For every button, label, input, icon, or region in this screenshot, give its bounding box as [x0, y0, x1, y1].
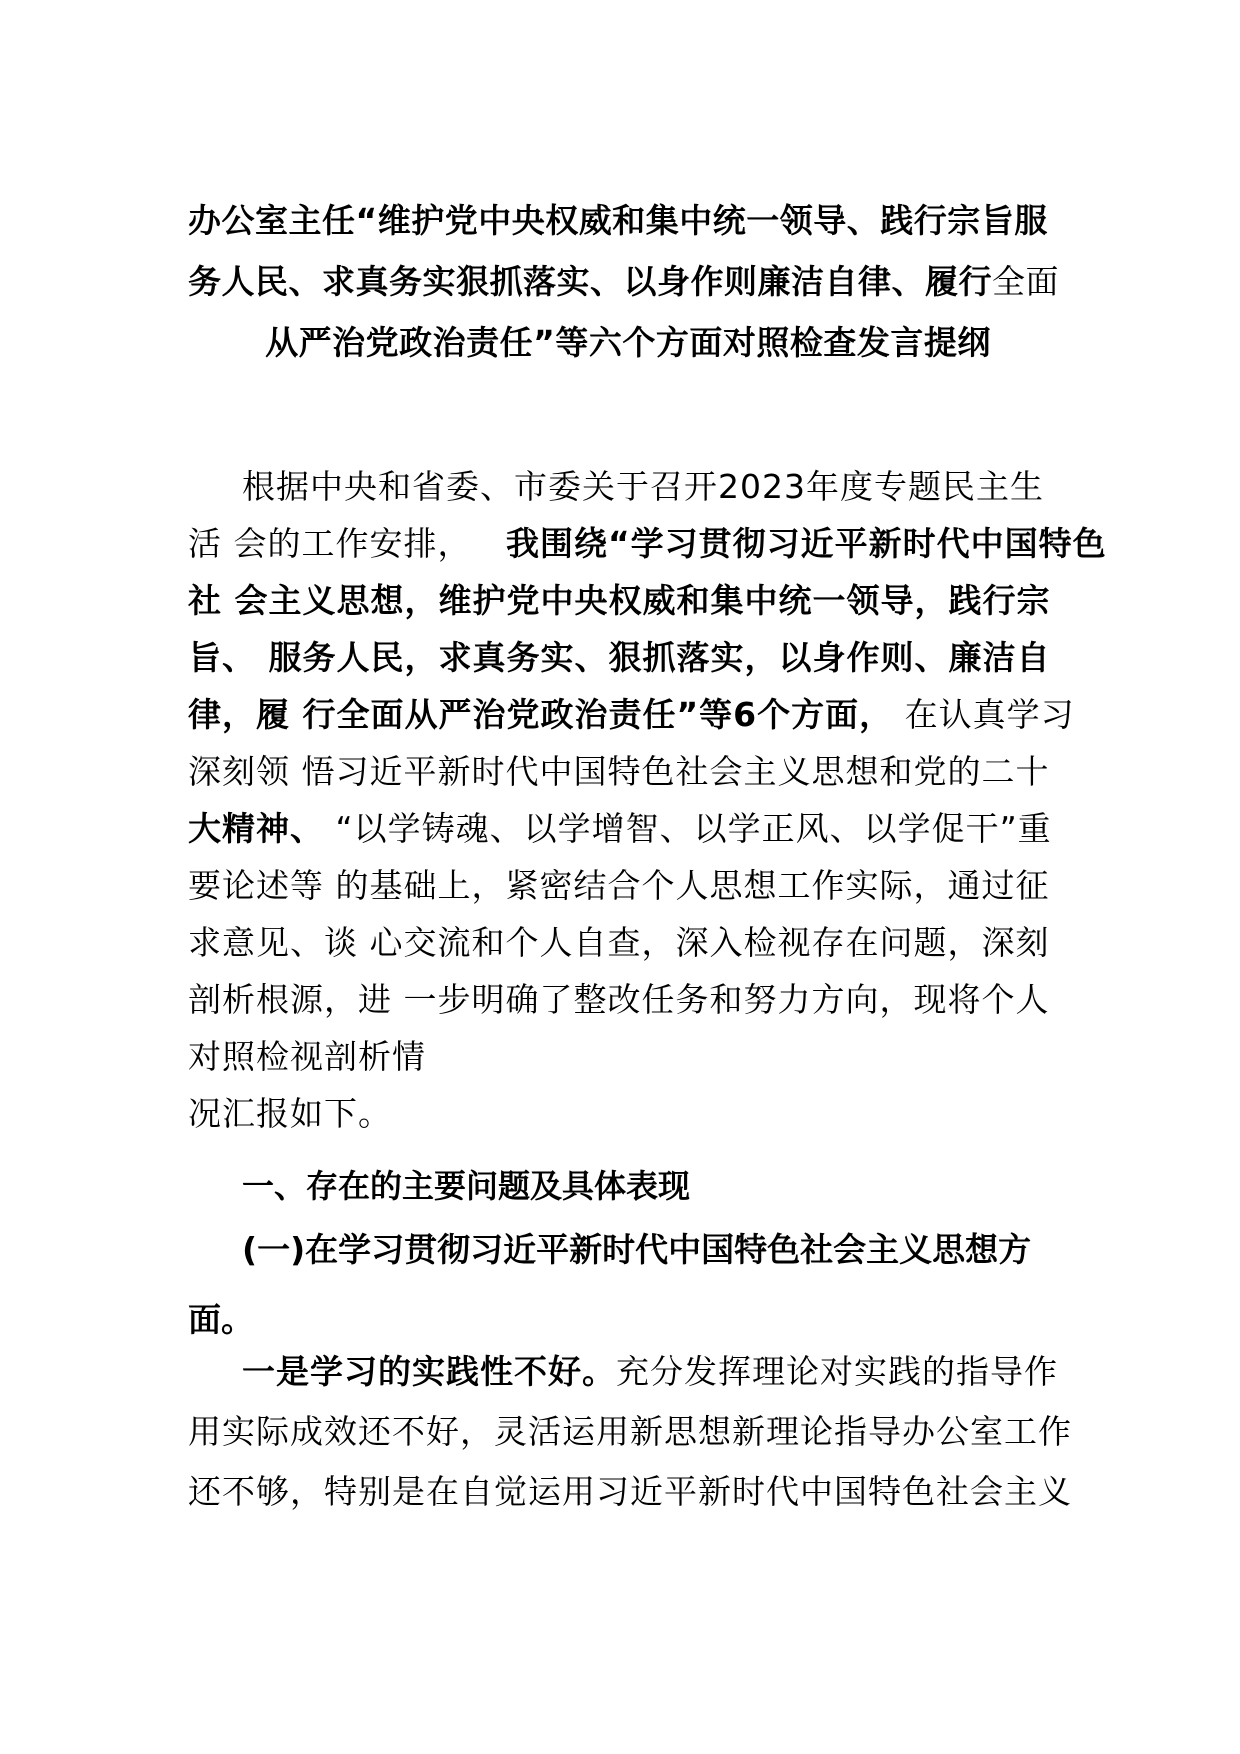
paragraph-line: 深刻领 悟习近平新时代中国特色社会主义思想和党的二十	[188, 752, 1050, 791]
subsection-heading-line: 面。	[188, 1300, 254, 1339]
text-normal: 在认真学习	[893, 695, 1075, 734]
paragraph-line	[188, 800, 1068, 857]
paragraph-line	[188, 515, 1107, 572]
paragraph-line	[188, 686, 1075, 743]
subsection-heading-line: (一)在学习贯彻习近平新时代中国特色社会主义思想方	[242, 1230, 1032, 1269]
text-normal: 充分发挥理论对实践的指导作	[616, 1352, 1058, 1391]
paragraph-line: 剖析根源，进 一步明确了整改任务和努力方向，现将个人	[188, 980, 1050, 1019]
text-bold: 大精神、	[188, 809, 324, 848]
text-bold: 我围绕“学习贯彻习近平新时代中国特色	[505, 524, 1107, 563]
paragraph-line: 况汇报如下。	[188, 1094, 392, 1133]
paragraph-line: 要论述等 的基础上，紧密结合个人思想工作实际，通过征	[188, 866, 1050, 905]
title-line: 从严治党政治责任”等六个方面对照检查发言提纲	[265, 323, 991, 362]
text-bold: 律，履 行全面从严治党政治责任”等6个方面，	[188, 695, 894, 734]
paragraph-line: 根据中央和省委、市委关于召开2023年度专题民主生	[242, 467, 1044, 506]
paragraph-line: 对照检视剖析情	[188, 1037, 426, 1076]
text-bold: 旨、 服务人民，求真务实、狠抓落实，以身作则、廉洁自	[188, 638, 1051, 677]
subsection-heading	[188, 1215, 1068, 1355]
text-normal: “以学铸魂、以学增智、以学正风、以学促干”重	[324, 809, 1052, 848]
text-normal: 活 会的工作安排，	[188, 524, 472, 563]
paragraph-line	[188, 1342, 1088, 1402]
paragraph-line	[188, 629, 1068, 686]
paragraph-line	[188, 572, 1068, 629]
point-paragraph	[188, 1342, 1088, 1522]
paragraph-line: 用实际成效还不好，灵活运用新思想新理论指导办公室工作	[188, 1412, 1072, 1451]
paragraph-line: 求意见、谈 心交流和个人自查，深入检视存在问题，深刻	[188, 923, 1050, 962]
title-text-normal: 全面	[992, 262, 1059, 301]
point-lead-bold: 一是学习的实践性不好。	[242, 1352, 616, 1391]
intro-paragraph	[188, 458, 1107, 1142]
document-title	[188, 190, 1068, 373]
title-line: 办公室主任“维护党中央权威和集中统一领导、践行宗旨服	[188, 201, 1048, 240]
section-heading: 一、存在的主要问题及具体表现	[242, 1167, 691, 1205]
title-text-bold: 务人民、求真务实狠抓落实、以身作则廉洁自律、履行	[188, 262, 992, 301]
text-bold: 社 会主义思想，维护党中央权威和集中统一领导，践行宗	[188, 581, 1051, 620]
paragraph-line: 还不够，特别是在自觉运用习近平新时代中国特色社会主义	[188, 1472, 1072, 1511]
title-line	[188, 251, 1068, 312]
